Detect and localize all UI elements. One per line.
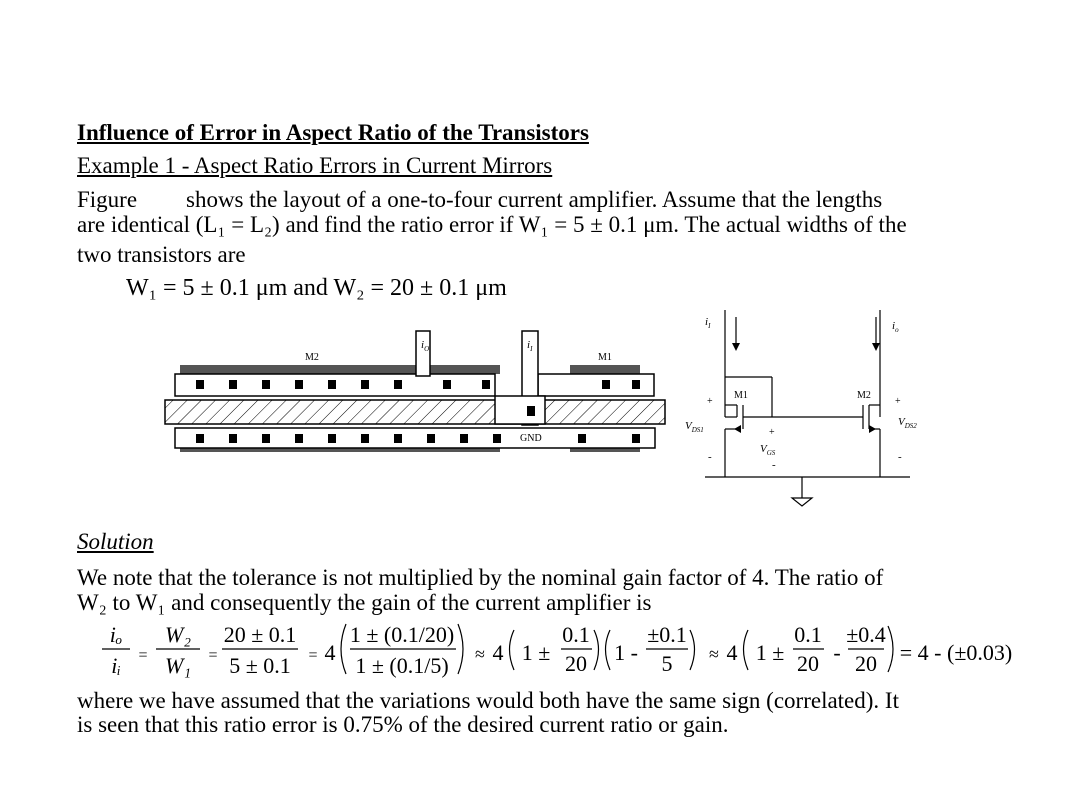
schem-io-label: $i_o$	[892, 320, 899, 334]
eq-sign-2: =	[208, 647, 218, 664]
widths-statement: W₁ = 5 ± 0.1 μm and W₂ = 20 ± 0.1 μm	[126, 275, 507, 301]
schem-vgs-label: $V_{GS}$	[760, 443, 776, 457]
solution-para1-line2: W₂ to W₁ and consequently the gain of the current amplifier is	[77, 590, 652, 615]
solution-para2-line2: is seen that this ratio error is 0.75% of the desired current ratio or gain.	[77, 712, 729, 737]
solution-para1-line1: We note that the tolerance is not multiplied by the nominal gain factor of 4. The ratio of	[77, 565, 884, 590]
eq-f6-den: 5	[661, 651, 673, 676]
example-title: Example 1 - Aspect Ratio Errors in Current Mirrors	[77, 153, 553, 178]
eq-four-3: 4	[726, 640, 738, 665]
label-gnd: GND	[520, 433, 542, 444]
io-terminal	[416, 331, 430, 376]
eq-f8-den: 20	[855, 651, 877, 676]
schem-m2-label: M2	[857, 390, 871, 401]
current-mirror-schematic	[680, 305, 940, 510]
gain-equation	[100, 618, 1030, 682]
schem-vgs-minus: -	[772, 459, 776, 471]
schem-vgs-plus: +	[769, 427, 775, 438]
eq-f8-num: ±0.4	[846, 622, 886, 647]
eq-four-1: 4	[324, 640, 336, 665]
gate-contact-pad	[495, 396, 545, 424]
gate-contact	[527, 406, 535, 416]
eq-approx-2: ≈	[709, 644, 719, 664]
m1-top-metal	[570, 365, 640, 374]
eq-f5-num: 0.1	[562, 622, 590, 647]
label-m1: M1	[598, 352, 612, 363]
solution-label: Solution	[77, 529, 154, 554]
eq-f1-den: iᵢ	[111, 653, 121, 678]
eq-approx-1: ≈	[475, 644, 485, 664]
eq-minus: -	[833, 640, 841, 665]
m2-top-metal	[180, 365, 500, 374]
problem-line-1: shows the layout of a one-to-four current amplifier. Assume that the lengths	[186, 187, 883, 212]
page-title: Influence of Error in Aspect Ratio of the Transistors	[77, 120, 589, 145]
eq-result: = 4 - (±0.03)	[899, 640, 1013, 665]
label-io: $i_O$	[421, 339, 430, 353]
schem-ii-label: $i_I$	[705, 316, 711, 330]
label-ii: $i_I$	[527, 339, 533, 353]
eq-sign-1: =	[138, 647, 148, 664]
eq-f1-num: iₒ	[109, 622, 123, 647]
layout-figure	[160, 328, 670, 458]
label-m2: M2	[305, 352, 319, 363]
schem-m1-label: M1	[734, 390, 748, 401]
eq-one-minus: 1 -	[614, 640, 638, 665]
eq-f4-den: 1 ± (0.1/5)	[355, 653, 449, 678]
eq-sign-3: =	[308, 647, 318, 664]
problem-line-3: two transistors are	[77, 242, 246, 267]
problem-line-1-figure: Figure	[77, 187, 138, 212]
eq-f3-den: 5 ± 0.1	[229, 653, 291, 678]
schem-vds2-plus: +	[895, 396, 901, 407]
eq-one-pm-1: 1 ±	[521, 640, 551, 665]
eq-f5-den: 20	[565, 651, 587, 676]
schem-vds1-minus: -	[708, 451, 712, 463]
eq-f7-num: 0.1	[794, 622, 822, 647]
solution-para2-line1: where we have assumed that the variations would both have the same sign (correlated). It	[77, 688, 899, 713]
eq-f3-num: 20 ± 0.1	[223, 622, 297, 647]
eq-f2-num: W₂	[165, 622, 191, 647]
eq-f4-num: 1 ± (0.1/20)	[349, 622, 455, 647]
schem-vds1-plus: +	[707, 396, 713, 407]
eq-f2-den: W₁	[165, 653, 191, 678]
eq-four-2: 4	[492, 640, 504, 665]
schem-vds2-minus: -	[898, 451, 902, 463]
schem-vds2-label: $V_{DS2}$	[898, 416, 917, 430]
eq-one-pm-2: 1 ±	[755, 640, 785, 665]
poly-gate	[165, 400, 665, 424]
problem-line-2: are identical (L₁ = L₂) and find the ratio error if W₁ = 5 ± 0.1 μm. The actual widths of the	[77, 212, 907, 237]
eq-f7-den: 20	[797, 651, 819, 676]
schem-vds1-label: $V_{DS1}$	[685, 420, 704, 434]
eq-f6-num: ±0.1	[647, 622, 687, 647]
